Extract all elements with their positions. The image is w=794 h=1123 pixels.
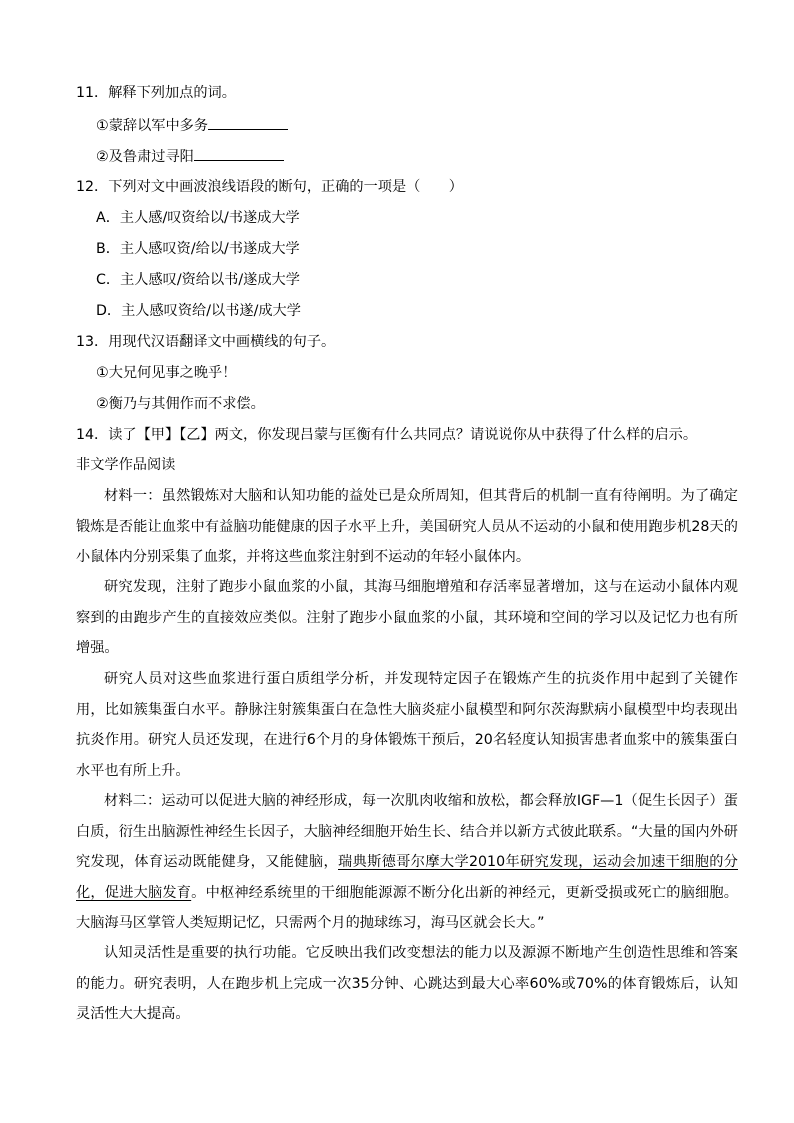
question-11-item-1-text: ①蒙辞以军中多务 (96, 118, 209, 134)
material-2-paragraph-1 (76, 786, 738, 939)
question-12-option-d: D．主人感叹资给/以书遂/成大学 (96, 303, 301, 319)
question-13-item-2: ②衡乃与其佣作而不求偿。 (96, 396, 265, 412)
question-12-option-c: C．主人感叹/资给以书/遂成大学 (96, 272, 300, 288)
material-1-paragraph-2: 研究发现，注射了跑步小鼠血浆的小鼠，其海马细胞增殖和存活率显著增加，这与在运动小鼠体内观察到的由跑步产生的直接效应类似。注射了跑步小鼠血浆的小鼠，其环境和空间的学习以及记忆力也有所增强。 (76, 579, 738, 656)
question-12-option-a: A．主人感/叹资给以/书遂成大学 (96, 210, 300, 226)
question-13-stem: 13．用现代汉语翻译文中画横线的句子。 (76, 334, 336, 350)
material-2-underlined-sentence: 瑞典斯德哥尔摩大学2010年研究发现，运动会加速干细胞的分化，促进大脑发育 (76, 854, 738, 901)
material-1-paragraph-1: 材料一：虽然锻炼对大脑和认知功能的益处已是众所周知，但其背后的机制一直有待阐明。为了确定锻炼是否能让血浆中有益脑功能健康的因子水平上升，美国研究人员从不运动的小鼠和使用跑步机28天的小鼠体内分别采集了血浆，并将这些血浆注射到不运动的年轻小鼠体内。 (76, 488, 738, 565)
question-13-item-1: ①大兄何见事之晚乎！ (96, 365, 237, 381)
question-12-stem: 12．下列对文中画波浪线语段的断句，正确的一项是（ ） (76, 179, 463, 195)
question-11-item-2-text: ②及鲁肃过寻阳 (96, 149, 194, 165)
question-12-option-b: B．主人感叹资/给以/书遂成大学 (96, 241, 300, 257)
answer-blank[interactable] (194, 146, 284, 161)
material-2-text-before: 材料二：运动可以促进大脑的神经形成，每一次肌肉收缩和放松，都会释放IGF—1（促生长因子）蛋白质，衍生出脑源性神经生长因子，大脑神经细胞开始生长、结合并以新方式彼此联系。“大量的国内外研究发现，体育运动既能健身，又能健脑， (76, 793, 738, 870)
question-11-item-2 (96, 146, 284, 167)
question-11-item-1 (96, 115, 288, 136)
material-2-text-after: 。中枢神经系统里的干细胞能源源不断分化出新的神经元，更新受损或死亡的脑细胞。大脑海马区掌管人类短期记忆，只需两个月的抛球练习，海马区就会长大。” (76, 884, 738, 931)
question-14-stem: 14．读了【甲】【乙】两文，你发现吕蒙与匡衡有什么共同点？请说说你从中获得了什么样的启示。 (76, 427, 698, 443)
material-2-paragraph-2: 认知灵活性是重要的执行功能。它反映出我们改变想法的能力以及源源不断地产生创造性思维和答案的能力。研究表明，人在跑步机上完成一次35分钟、心跳达到最大心率60%或70%的体育锻炼后，认知灵活性大大提高。 (76, 945, 738, 1022)
question-11-stem: 11．解释下列加点的词。 (76, 85, 236, 101)
section-title: 非文学作品阅读 (76, 457, 176, 473)
material-1-paragraph-3: 研究人员对这些血浆进行蛋白质组学分析，并发现特定因子在锻炼产生的抗炎作用中起到了关键作用，比如簇集蛋白水平。静脉注射簇集蛋白在急性大脑炎症小鼠模型和阿尔茨海默病小鼠模型中均表现出抗炎作用。研究人员还发现，在进行6个月的身体锻炼干预后，20名轻度认知损害患者血浆中的簇集蛋白水平也有所上升。 (76, 671, 738, 779)
answer-blank[interactable] (208, 115, 288, 130)
